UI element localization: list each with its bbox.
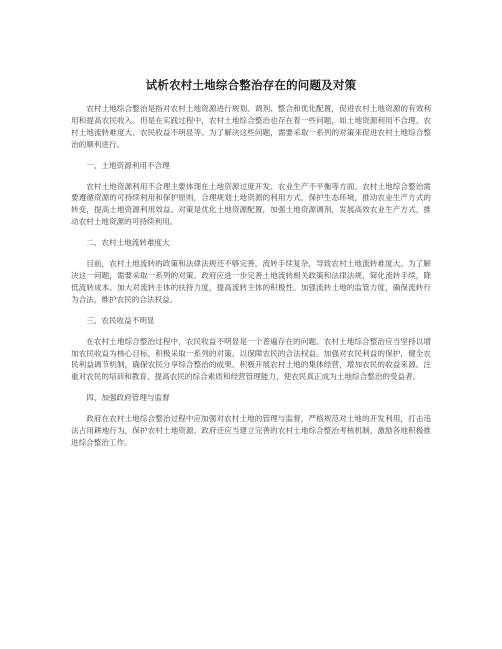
section-body: 在农村土地综合整治过程中，农民收益不明显是一个普遍存在的问题。农村土地综合整治应当坚持以增加农民收益为核心目标，积极采取一系列的对策，以保障农民的合法权益。加强对农民利益的保护，健全农民利益调节机制，确保农民分享综合整治的成果。积极开展农村土地的集体经营，增加农民的收益来源。注重对农民的培训和教育，提高农民的综合素质和经营管理能力，使农民真正成为土地综合整治的受益者。 xyxy=(71,336,431,382)
section-heading: 三、农民收益不明显 xyxy=(86,315,155,325)
section-body: 农村土地资源利用不合理主要体现在土地资源过度开发、农业生产不平衡等方面。农村土地综合整治需要遵循资源的可持续利用和保护原则，合理规划土地资源的利用方式，保护生态环境，推动农业生产方式的转变，提高土地资源利用效益。对策是优化土地资源配置，加强土地资源调剂，发展高效农业生产方式，推动农村土地资源的可持续利用。 xyxy=(71,181,431,227)
section-heading: 一、土地资源利用不合理 xyxy=(86,160,170,170)
document-page xyxy=(71,78,431,449)
section-2 xyxy=(71,237,431,306)
section-4 xyxy=(71,392,431,449)
section-body: 政府在农村土地综合整治过程中应加强对农村土地的管理与监督，严格规范对土地的开发利用，打击违法占用耕地行为，保护农村土地资源。政府还应当建立完善的农村土地综合整治考核机制，激励各地积极推进综合整治工作。 xyxy=(71,414,431,447)
section-heading: 二、农村土地流转难度大 xyxy=(86,238,170,248)
document-title: 试析农村土地综合整治存在的问题及对策 xyxy=(145,78,357,92)
intro-paragraph: 农村土地综合整治是指对农村土地资源进行规划、调剂、整合和优化配置，促进农村土地资源的有效利用和提高农民收入。但是在实践过程中，农村土地综合整治也存在着一些问题，如土地资源利用不合理、农村土地流转难度大、农民收益不明显等。为了解决这些问题，需要采取一系列的对策来促进农村土地综合整治的顺利进行。 xyxy=(71,104,431,149)
section-heading: 四、加强政府管理与监督 xyxy=(86,393,170,403)
section-body: 目前，农村土地流转的政策和法律法规还不够完善，流转手续复杂，导致农村土地流转难度大。为了解决这一问题，需要采取一系列的对策。政府应进一步完善土地流转相关政策和法律法规，简化流转手续，降低流转成本。加大对流转主体的扶持力度，提高流转主体的积极性。加强流转土地的监管力度，确保流转行为合法，维护农民的合法权益。 xyxy=(71,259,431,304)
section-3 xyxy=(71,315,431,384)
section-1 xyxy=(71,160,431,229)
